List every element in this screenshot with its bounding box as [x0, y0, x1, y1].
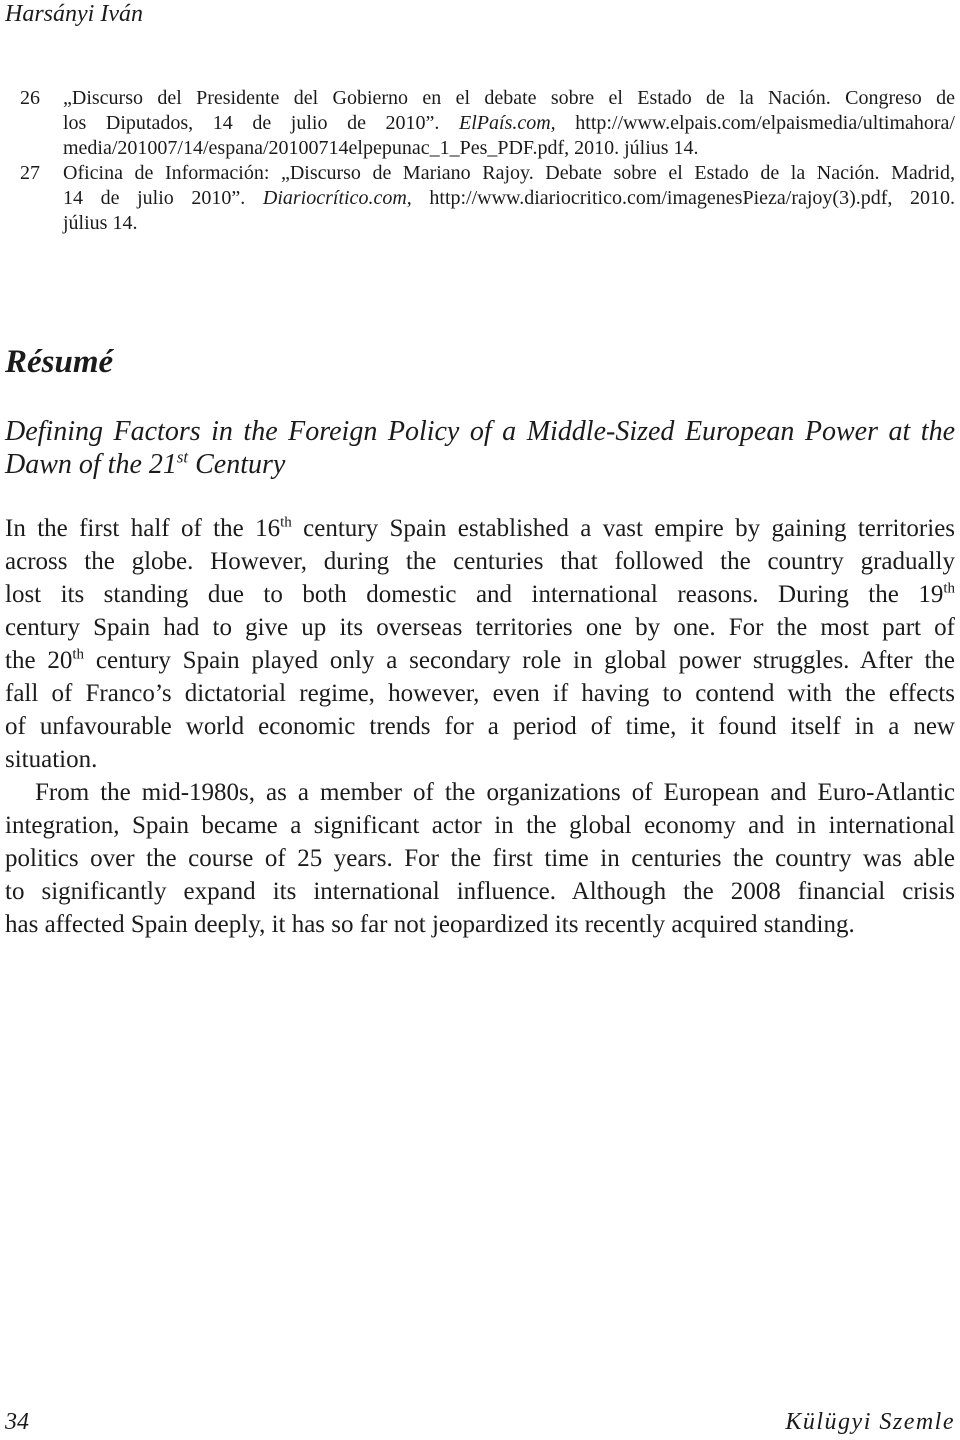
footnotes [0, 86, 955, 236]
footnote-line-text: július 14. [63, 212, 138, 234]
footnote-line [63, 136, 955, 161]
body-paragraph [5, 776, 955, 941]
body-line-text: has affected Spain deeply, it has so far not jeopardized its recently acquired standing. [5, 911, 855, 938]
running-head-author: Harsányi Iván [5, 1, 143, 27]
body-line-text: politics over the course of 25 years. For the first time in centuries the country was able [5, 845, 955, 872]
ordinal-suffix: th [280, 514, 292, 531]
body-line-text: century Spain established a vast empire by gaining territories [303, 515, 956, 542]
page-number: 34 [5, 1409, 29, 1435]
body-line [5, 710, 955, 743]
body-line [5, 908, 955, 941]
body-line-text: In the first half of the 16 [5, 515, 281, 542]
body-line-text: From the mid-1980s, as a member of the organizations of European and Euro-Atlantic [35, 779, 955, 806]
footnote-line-text: „Discurso del Presidente del Gobierno en el debate sobre el Estado de la Nación. Congreso de [63, 87, 955, 109]
body-line-text: century Spain had to give up its overseas territories one by one. For the most part of [5, 614, 955, 641]
body-line [5, 776, 955, 809]
body-line [5, 578, 955, 611]
footnote-26 [0, 86, 955, 161]
article-title-line [5, 448, 955, 481]
body-line [5, 677, 955, 710]
footnote-text [63, 161, 955, 236]
footnote-line-text: 14 de julio 2010”. [63, 187, 246, 209]
article-title-line [5, 415, 955, 448]
journal-title: Külügyi Szemle [785, 1409, 955, 1435]
body-line [5, 743, 955, 776]
footnote-line-text: media/201007/14/espana/20100714elpepunac_1_Pes_PDF.pdf, 2010. július 14. [63, 137, 699, 159]
body-line-text: of unfavourable world economic trends for a period of time, it found itself in a new [5, 713, 955, 740]
footnote-line-text: los Diputados, 14 de julio de 2010”. [63, 112, 440, 134]
body-line [5, 875, 955, 908]
footnote-text [63, 86, 955, 161]
ordinal-suffix: st [176, 447, 189, 467]
footnote-source-name: ElPaís.com, [459, 112, 556, 134]
body-line-text: situation. [5, 746, 98, 773]
article-title-text: Defining Factors in the Foreign Policy of a Middle-Sized European Power at the [5, 416, 955, 447]
footnote-url: http://www.elpais.com/elpaismedia/ultimahora/ [575, 112, 955, 134]
body-line [5, 809, 955, 842]
body-line [5, 644, 955, 677]
footnote-source-name: Diariocrítico.com, [262, 187, 412, 209]
article-title-text: Century [195, 449, 286, 480]
body-line-text: to significantly expand its international influence. Although the 2008 financial crisis [5, 878, 955, 905]
footnote-27 [0, 161, 955, 236]
ordinal-suffix: th [72, 646, 85, 663]
footnote-number: 26 [20, 87, 40, 109]
body-paragraph [5, 512, 955, 776]
footnote-line [63, 186, 955, 211]
ordinal-suffix: th [943, 580, 955, 597]
footnote-line-text: Oficina de Información: „Discurso de Mariano Rajoy. Debate sobre el Estado de la Nación. Madrid, [63, 162, 955, 184]
footnote-line [63, 161, 955, 186]
body-line-text: integration, Spain became a significant actor in the global economy and in international [5, 812, 955, 839]
body-line [5, 512, 955, 545]
body-line [5, 842, 955, 875]
body-line [5, 611, 955, 644]
footnote-line [63, 111, 955, 136]
body-line [5, 545, 955, 578]
article-title-text: Dawn of the 21 [5, 449, 177, 480]
body-line-text: century Spain played only a secondary role in global power struggles. After the [95, 647, 956, 674]
resume-body [5, 512, 955, 941]
body-line-text: the 20 [5, 647, 73, 674]
body-line-text: fall of Franco’s dictatorial regime, however, even if having to contend with the effects [5, 680, 955, 707]
body-line-text: across the globe. However, during the centuries that followed the country gradually [5, 548, 955, 575]
footnote-line [63, 86, 955, 111]
footnote-number: 27 [20, 162, 40, 184]
page-footer [5, 1408, 955, 1436]
body-line-text: lost its standing due to both domestic and international reasons. During the 19 [5, 581, 944, 608]
footnote-line [63, 211, 955, 236]
section-heading: Résumé [5, 344, 114, 380]
footnote-url: http://www.diariocritico.com/imagenesPieza/rajoy(3).pdf, 2010. [429, 187, 956, 209]
article-title [5, 415, 955, 481]
